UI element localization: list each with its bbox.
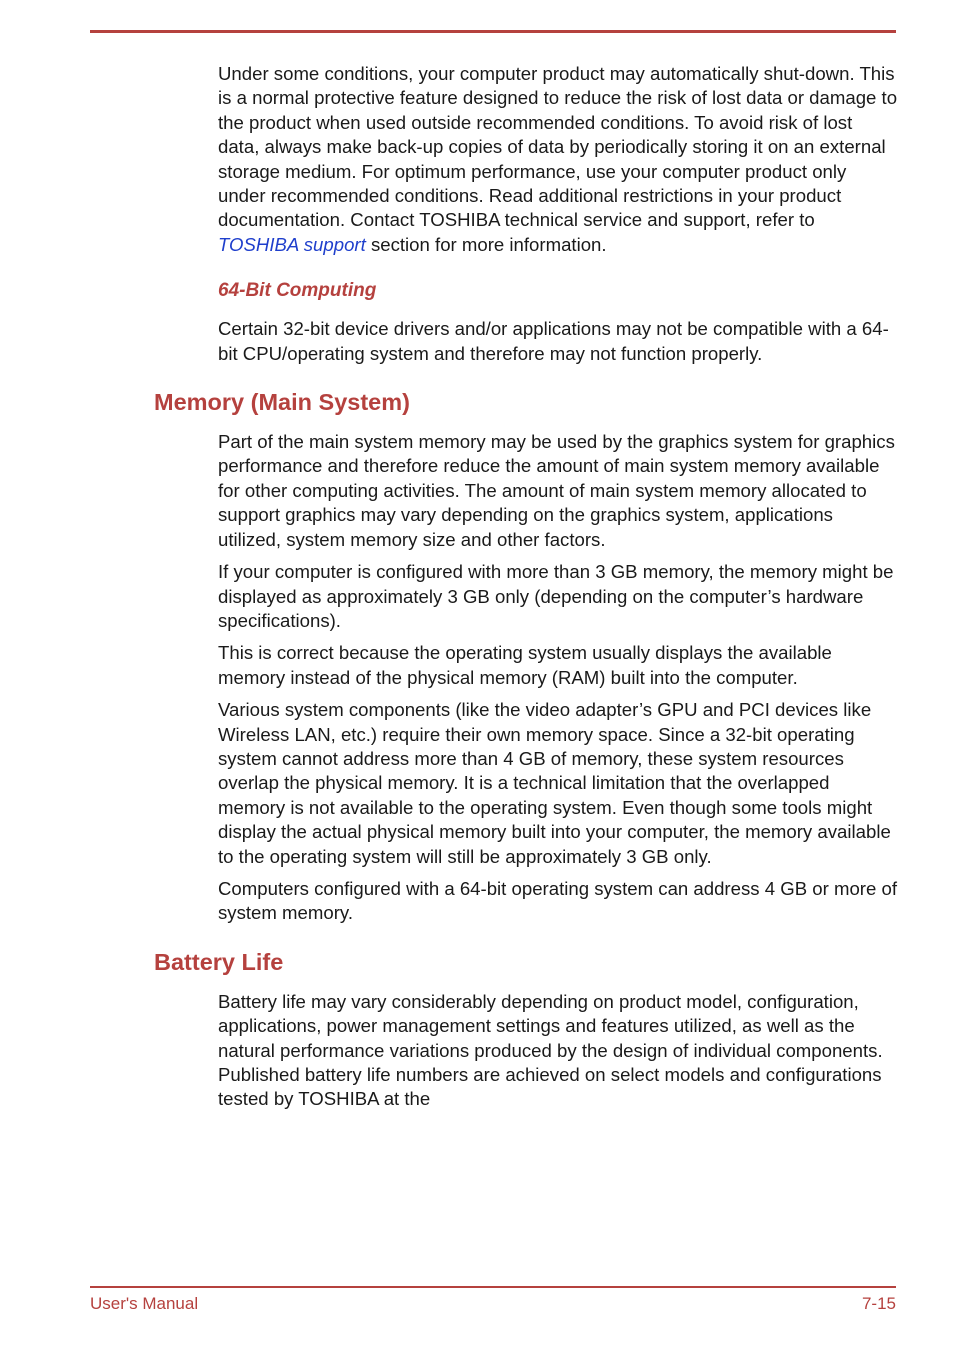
memory-paragraph-2: If your computer is configured with more than 3 GB memory, the memory might be displayed as approximately 3 GB only (depending on the computer’s hardware specifications).	[218, 561, 894, 631]
footer-rule	[90, 1286, 896, 1288]
intro-paragraph	[218, 62, 898, 257]
64-bit-computing-paragraph: Certain 32-bit device drivers and/or applications may not be compatible with a 64-bit CPU/operating system and therefore may not function properly.	[218, 318, 889, 364]
memory-paragraph-4: Various system components (like the video adapter’s GPU and PCI devices like Wireless LAN, etc.) require their own memory space. Since a 32-bit operating system cannot address more than 4 GB of memory, these system resources overlap the physical memory. It is a technical limitation that the overlapped memory is not available to the operating system. Even though some tools might display the actual physical memory built into your computer, the memory available to the operating system will still be approximately 3 GB only.	[218, 699, 891, 867]
intro-paragraph-tail: section for more information.	[365, 233, 607, 255]
memory-paragraph-1: Part of the main system memory may be used by the graphics system for graphics performance and therefore reduce the amount of main system memory available for other computing activities. The amount of main system memory allocated to support graphics may vary depending on the graphics system, applications utilized, system memory size and other factors.	[218, 431, 895, 550]
battery-paragraph: Battery life may vary considerably depending on product model, configuration, applications, power management settings and features utilized, as well as the natural performance variations produced by the design of individual components. Published battery life numbers are achieved on select models and configurations tested by TOSHIBA at the	[218, 990, 883, 1110]
intro-paragraph-text: Under some conditions, your computer product may automatically shut-down. This is a normal protective feature designed to reduce the risk of lost data or damage to the product when used outside recommended conditions. To avoid risk of lost data, always make back-up copies of data by periodically storing it on an external storage medium. For optimum performance, use your computer product only under recommended conditions. Read additional restrictions in your product documentation. Contact TOSHIBA technical service and support, refer to	[218, 63, 898, 231]
memory-paragraph-3: This is correct because the operating system usually displays the available memory instead of the physical memory (RAM) built into the computer.	[218, 642, 832, 688]
footer-manual-title: User's Manual	[90, 1294, 199, 1313]
memory-section-heading: Memory (Main System)	[154, 389, 410, 416]
header-rule	[90, 30, 896, 33]
page-content	[154, 62, 898, 1112]
memory-paragraph-5: Computers configured with a 64-bit operating system can address 4 GB or more of system memory.	[218, 877, 897, 924]
battery-section-heading: Battery Life	[154, 948, 284, 975]
footer-page-number: 7-15	[861, 1294, 896, 1313]
64-bit-computing-heading: 64-Bit Computing	[218, 280, 377, 302]
toshiba-support-link[interactable]: TOSHIBA support	[218, 233, 366, 255]
